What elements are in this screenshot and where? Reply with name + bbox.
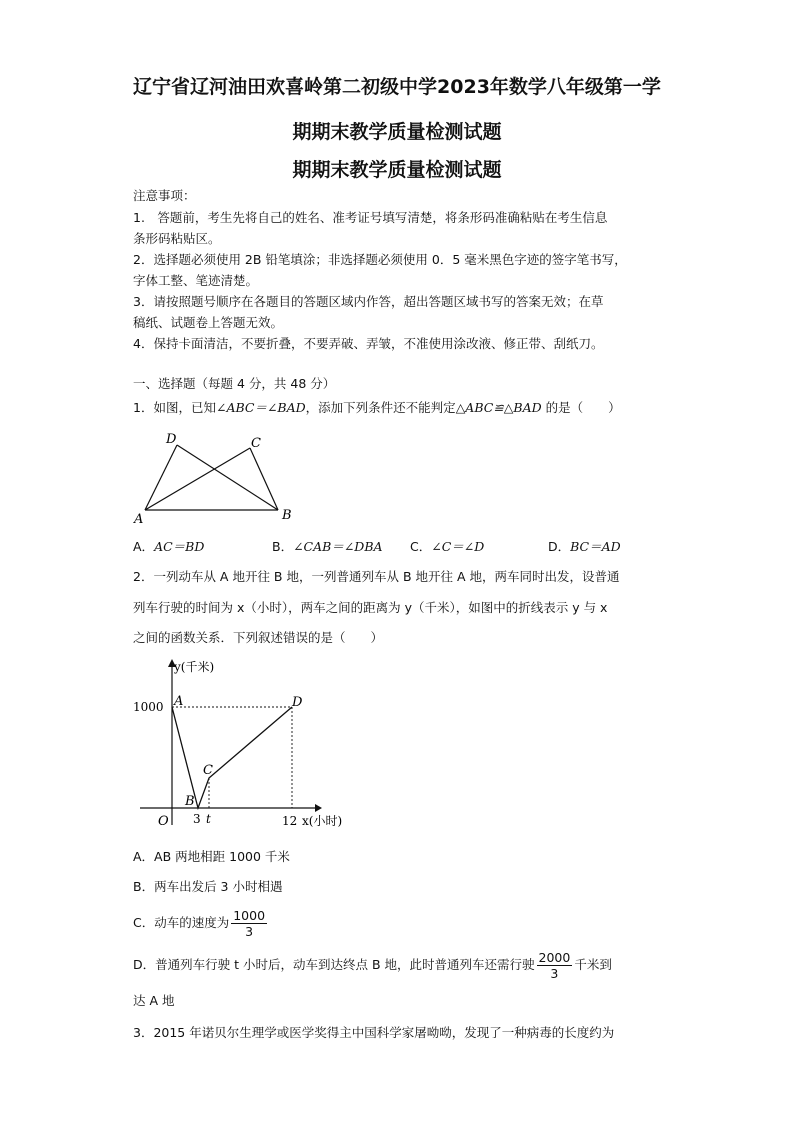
q2-option-b: B．两车出发后 3 小时相遇	[133, 879, 283, 894]
q1-option-c-letter: C．	[410, 539, 432, 554]
q1-option-d-letter: D．	[548, 539, 571, 554]
q1-option-d-text: BC＝AD	[570, 539, 621, 554]
q1-option-c-text: ∠C＝∠D	[431, 539, 485, 554]
q1-label-a: A	[134, 512, 144, 527]
q2-x-tick-t: t	[206, 812, 211, 826]
section1-heading: 一、选择题（每题 4 分，共 48 分）	[133, 376, 336, 391]
q1-option-b-letter: B．	[272, 539, 294, 554]
exam-title-line1: 辽宁省辽河油田欢喜岭第二初级中学2023年数学八年级第一学	[133, 76, 661, 98]
q2-option-d-numerator: 2000	[538, 950, 571, 965]
q2-x-tick-12: 12	[282, 814, 298, 828]
notes-item3-line1: 3．请按照题号顺序在各题目的答题区域内作答，超出答题区域书写的答案无效；在草	[133, 294, 604, 309]
q1-option-d	[548, 537, 621, 555]
q2-point-a: A	[174, 694, 184, 709]
notes-item1-line2: 条形码粘贴区。	[133, 231, 221, 246]
notes-item1-line1: 1. 答题前，考生先将自己的姓名、准考证号填写清楚，将条形码准确粘贴在考生信息	[133, 210, 608, 225]
q2-graph	[130, 655, 360, 835]
q1-stem-congruence: △ABC≌△BAD	[455, 400, 542, 415]
q2-x-axis-arrow	[315, 804, 322, 812]
notes-item4: 4．保持卡面清洁，不要折叠，不要弄破、弄皱，不准使用涂改液、修正带、刮纸刀。	[133, 336, 604, 351]
q2-point-c: C	[203, 763, 213, 778]
q1-option-a	[133, 537, 204, 555]
q2-x-tick-3: 3	[193, 812, 201, 826]
q2-option-c-denominator: 3	[245, 924, 254, 939]
q1-stem	[133, 400, 621, 416]
q2-origin-label: O	[158, 814, 169, 829]
q1-option-a-letter: A．	[133, 539, 155, 554]
q1-option-b	[272, 537, 383, 555]
q2-option-d-denominator: 3	[550, 966, 559, 981]
q2-stem-line1: 2．一列动车从 A 地开往 B 地，一列普通列车从 B 地开往 A 地，两车同时出发，设普通	[133, 569, 620, 584]
q2-y-axis-label: y(千米)	[174, 660, 215, 674]
q3-stem-line1: 3．2015 年诺贝尔生理学或医学奖得主中国科学家屠呦呦，发现了一种病毒的长度约为	[133, 1025, 615, 1040]
notes-item2-line1: 2．选择题必须使用 2B 铅笔填涂；非选择题必须使用 0．5 毫米黑色字迹的签字笔书写，	[133, 252, 627, 267]
q1-option-c	[410, 537, 484, 555]
exam-title-line2: 期期末教学质量检测试题	[292, 121, 502, 143]
exam-title-line3: 期期末教学质量检测试题	[292, 159, 502, 181]
q1-stem-mid: ，添加下列条件还不能判定	[305, 400, 456, 415]
q2-option-c-prefix: C．动车的速度为	[133, 915, 230, 930]
q1-stem-given: ∠ABC＝∠BAD	[215, 400, 306, 415]
q2-polyline	[172, 707, 292, 808]
q2-option-d-suffix: 千米到	[574, 957, 612, 972]
q1-stem-suffix: 的是（ ）	[541, 400, 621, 415]
q2-y-tick-1000: 1000	[133, 700, 164, 714]
q2-stem-line2: 列车行驶的时间为 x（小时），两车之间的距离为 y（千米），如图中的折线表示 y 与 x	[133, 600, 608, 615]
q2-option-c	[133, 903, 269, 943]
q1-figure	[130, 428, 300, 528]
q1-label-d: D	[166, 432, 177, 447]
q2-option-d-line2: 达 A 地	[133, 993, 175, 1008]
q2-option-d-fraction	[537, 950, 573, 981]
q1-option-a-text: AC＝BD	[154, 539, 205, 554]
q2-x-axis-label: x(小时)	[302, 814, 343, 828]
notes-item3-line2: 稿纸、试题卷上答题无效。	[133, 315, 284, 330]
q1-stem-prefix: 1．如图，已知	[133, 400, 216, 415]
q2-option-d-prefix: D．普通列车行驶 t 小时后，动车到达终点 B 地，此时普通列车还需行驶	[133, 957, 535, 972]
q2-option-a: A．AB 两地相距 1000 千米	[133, 849, 290, 864]
q1-label-c: C	[251, 436, 261, 451]
notes-item2-line2: 字体工整、笔迹清楚。	[133, 273, 259, 288]
q2-point-d: D	[292, 695, 303, 710]
q2-option-c-numerator: 1000	[233, 908, 266, 923]
notes-heading: 注意事项：	[133, 188, 196, 203]
q2-stem-line3: 之间的函数关系．下列叙述错误的是（ ）	[133, 630, 384, 645]
q1-label-b: B	[282, 508, 292, 523]
q2-option-c-fraction	[231, 908, 267, 939]
q1-option-b-text: ∠CAB＝∠DBA	[293, 539, 383, 554]
q2-option-d	[133, 945, 612, 985]
q2-point-b: B	[185, 794, 195, 809]
